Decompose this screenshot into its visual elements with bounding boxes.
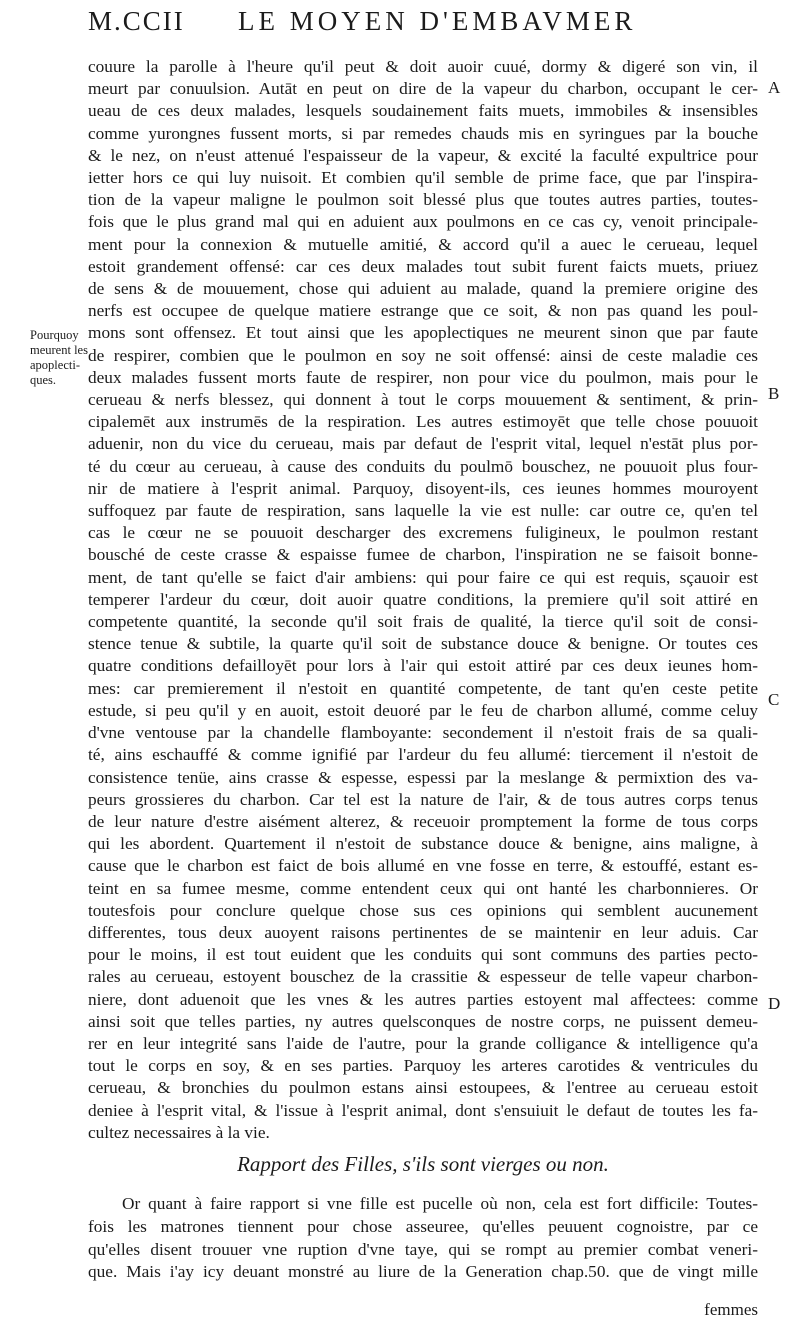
text-line: de sens & de mouuement, chose qui aduient au malade, quand la premiere origine des: [88, 279, 758, 299]
text-line: teint en sa fumee mesme, comme entendent ceux qui ont hanté les charbonnieres. Or: [88, 878, 758, 898]
text-line: de respirer, combien que le poulmon en soy ne soit offensé: ainsi de ceste maladie ces: [88, 345, 758, 365]
text-line: ietter hors ce qui luy nuisoit. Et combien qu'il semble de prime face, que par l'inspira-: [88, 168, 758, 188]
second-paragraph: [88, 1193, 758, 1284]
text-line: d'vne ventouse par la chandelle flamboyante: secondement il n'estoit frais de sa quali-: [88, 723, 758, 743]
main-paragraph: [88, 56, 758, 1144]
text-line: té, ains eschauffé & comme ignifié par l'ardeur du feu allumé: tiercement il n'estoit de: [88, 745, 758, 765]
text-line: aduenir, non du vice du cerueau, mais par defaut de l'esprit vital, lequel n'estāt plus por-: [88, 434, 758, 454]
text-line: qui les abordent. Quartement il n'estoit de substance douce & benigne, ains maligne, à: [88, 834, 758, 854]
text-line: rales au cerueau, estoyent bouschez de la crassitie & espesseur de telle vapeur charbon-: [88, 967, 758, 987]
text-line: cipalemēt aux instrumēs de la respiration. Les autres estimoyēt que telle chose pouuoit: [88, 412, 758, 432]
text-line: differentes, tous deux auoyent raisons pertinentes de se maintenir en leur aduis. Car: [88, 922, 758, 942]
text-line: tion de la vapeur maligne le poulmon soit blessé plus que toutes autres parties, toutes-: [88, 190, 758, 210]
text-line: deniee à l'esprit vital, & l'issue à l'esprit animal, dont s'ensuiuit le defaut de toutes les fa-: [88, 1100, 758, 1120]
text-line: cas le cœur ne se pouuoit descharger des excremens fuligineux, le poulmon restant: [88, 523, 758, 543]
text-line: quatre conditions defailloyēt pour lors à l'air qui estoit attiré par ces deux ieunes hom-: [88, 656, 758, 676]
text-line: nerfs est occupee de quelque matiere estrange que ce soit, & non pas quand les poul-: [88, 301, 758, 321]
text-line: temperer l'ardeur du cœur, doit auoir quatre conditions, la premiere qu'il soit attiré en: [88, 589, 758, 609]
text-line: cerueau & nerfs blessez, qui donnent à tout le corps mouuement & sentiment, & prin-: [88, 390, 758, 410]
text-line: ueau de ces deux malades, lesquels soudainement faits muets, immobiles & insensibles: [88, 101, 758, 121]
margin-note: [30, 328, 92, 388]
text-line: fois que le plus grand mal qui en aduient aux poulmons en ce cas cy, venoit principale-: [88, 212, 758, 232]
text-line: stence tenue & subtile, la quarte qu'il soit de substance douce & benigne. Or toutes ces: [88, 634, 758, 654]
section-heading: Rapport des Filles, s'ils sont vierges ou non.: [237, 1152, 609, 1176]
text-line: ment pour la connexion & mutuelle amitié, & accord qu'il a auec le cerueau, lequel: [88, 234, 758, 254]
text-line: pour le moins, il est tout euident que les conduits qui sont communs des parties pecto-: [88, 945, 758, 965]
text-line: ment, de tant qu'elle se faict d'air ambiens: qui pour faire ce qui est requis, sçauoir est: [88, 567, 758, 587]
margin-note-line: apoplecti-: [30, 358, 80, 372]
section-letter-a: A: [768, 78, 781, 97]
text-line: competente quantité, la seconde qu'il soit frais de qualité, la tierce qu'il soit de consi-: [88, 612, 758, 632]
section-letter-c: C: [768, 690, 780, 709]
margin-note-line: ques.: [30, 373, 57, 387]
text-line: mes: car premierement il n'estoit en quantité competente, de tant qu'en ceste petite: [88, 678, 758, 698]
text-line: niere, dont aduenoit que les vnes & les autres parties estoyent mal affectees: comme: [88, 989, 758, 1009]
text-line: cultez necessaires à la vie.: [88, 1122, 270, 1142]
text-line: ainsi soit que telles parties, ny autres quelsconques de nostre corps, ne puissent demeu-: [88, 1011, 758, 1031]
text-line: de leur nature d'estre aisément alterez, & receuoir promptement la forme de tous corps: [88, 811, 758, 831]
text-line: peurs grossieres du charbon. Car tel est la nature de l'air, & de tous autres corps tenus: [88, 789, 758, 809]
margin-note-line: meurent les: [30, 343, 88, 357]
page-header: [88, 2, 768, 42]
section-letter-b: B: [768, 384, 780, 403]
text-line: té du cœur au cerueau, à cause des conduits du poulmō bouschez, ne pouuoit plus four-: [88, 456, 758, 476]
text-line: toutesfois pour conclure quelque chose sus ces opinions qui semblent aucunement: [88, 900, 758, 920]
text-line: rer en leur integrité sans l'aide de l'autre, pour la grande colligance & intelligence qu'a: [88, 1033, 758, 1053]
text-line: suffoquez par faute de respiration, sans laquelle la vie est nulle: car outre ce, qu'en tel: [88, 501, 758, 521]
text-line: nir de matiere à l'esprit animal. Parquoy, disoyent-ils, ces ieunes hommes mouroyent: [88, 478, 758, 498]
text-line: cerueau, & bronchies du poulmon estans ainsi estoupees, & l'entree au cerueau estoit: [88, 1078, 758, 1098]
text-line: qu'elles disent trouuer vne ruption d'vne taye, qui se rompt au premier combat veneri-: [88, 1239, 758, 1259]
text-line: mons sont offensez. Et tout ainsi que les apoplectiques ne meurent sinon que par faute: [88, 323, 758, 343]
text-line: deux malades fussent morts faute de respirer, non pour vice du poulmon, mais pour le: [88, 367, 758, 387]
text-line: Or quant à faire rapport si vne fille est pucelle où non, cela est fort difficile: Toutes-: [122, 1194, 758, 1213]
section-letter-d: D: [768, 994, 781, 1013]
text-line: estude, si peu qu'il y en auoit, estoit deuoré par le feu de charbon allumé, comme celuy: [88, 700, 758, 720]
folio-number: M.CCII: [88, 6, 185, 36]
text-line: comme yurongnes fussent morts, si par remedes chauds mis en syringues par la bouche: [88, 123, 758, 143]
running-title: LE MOYEN D'EMBAVMER: [238, 6, 637, 36]
text-line: cause que le charbon est faict de bois allumé en vne fosse en terre, & estouffé, estant es-: [88, 856, 758, 876]
text-line: bousché de ceste crasse & espaisse fumee de charbon, l'inspiration ne se faisoit bonne-: [88, 545, 758, 565]
text-line: meurt par conuulsion. Autāt en peut on dire de la vapeur du charbon, occupant le cer-: [88, 79, 758, 99]
text-line: tout le corps en soy, & en ses parties. Parquoy les arteres carotides & ventricules du: [88, 1056, 758, 1076]
text-line: consistence tenüe, ains crasse & espesse, espessi par la meslange & permixtion des va-: [88, 767, 758, 787]
text-line: fois les matrones tiennent pour chose asseuree, qu'elles peuuent cognoistre, par ce: [88, 1216, 758, 1236]
catchword: femmes: [704, 1300, 758, 1319]
margin-note-line: Pourquoy: [30, 328, 79, 342]
text-line: & le nez, on n'eust attenué l'espaisseur de la vapeur, & excité la faculté expultrice pour: [88, 145, 758, 165]
text-line: que. Mais i'ay icy deuant monstré au liure de la Generation chap.50. que de vingt mille: [88, 1262, 758, 1282]
text-line: couure la parolle à l'heure qu'il peut & doit auoir cuué, dormy & digeré son vin, il: [88, 57, 758, 76]
text-line: estoit grandement offensé: car ces deux malades tout subit furent faicts muets, priuez: [88, 256, 758, 276]
